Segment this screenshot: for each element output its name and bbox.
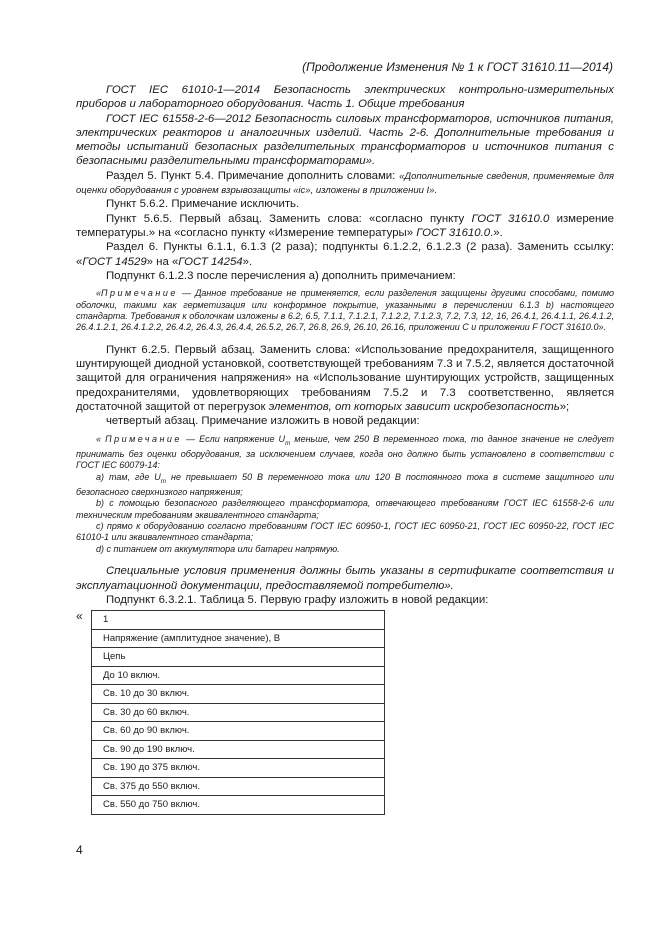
note-enclosure-quote: « [96,288,102,299]
para-6-2-5-text: Пункт 6.2.5. Первый абзац. Заменить слова: «Использование предохранителя, защищенного шунтирующей диодной установкой, соответствующей требованиям 7.3 и 7.5.2, является достаточной защитой для ограничения напряжения» на «Использование шунтирующих устройств, защищенных предохранителями, удовлетворяющих требованиям 7.5.2 и 7.3 соответственно, является достаточной защитой от перегрузок [76,343,614,413]
table-row [92,759,385,778]
para-6-3-2-1: Подпункт 6.3.2.1. Таблица 5. Первую графу изложить в новой редакции: [106,593,489,606]
reference-iec-61558: ГОСТ IEC 61558-2-6—2012 Безопасность силовых трансформаторов, источников питания, электрических реакторов и аналогичных изделий. Часть 2-6. Дополнительные требования и методы испытаний безопасных разделительных трансформаторов и источников питания с безопасными разделительными трансформаторами». [76,112,614,168]
page-content [76,83,614,607]
table-cell: Св. 90 до 190 включ. [92,740,385,759]
table-row [92,629,385,648]
table-cell: Св. 190 до 375 включ. [92,759,385,778]
para-fourth-paragraph: четвертый абзац. Примечание изложить в новой редакции: [106,415,420,428]
para-section-6-ref-b: ГОСТ 14254 [178,255,243,268]
para-6-2-5-end: »; [559,400,570,413]
para-5-4-intro: Раздел 5. Пункт 5.4. Примечание дополнить словами: [106,169,400,182]
table-cell: 1 [92,611,385,630]
para-5-6-5-part-a: Пункт 5.6.5. Первый абзац. Заменить слова: «согласно пункту [106,212,472,225]
reference-iec-61010: ГОСТ IEC 61010-1—2014 Безопасность электрических контрольно-измерительных приборов и лабораторного оборудования. Часть 1. Общие требования [76,84,614,111]
table-open-quote: « [76,609,83,623]
table-cell: Напряжение (амплитудное значение), В [92,629,385,648]
para-5-4 [76,169,614,198]
note-voltage-quote: « [96,433,102,444]
para-section-6-ref-a: ГОСТ 14529 [82,255,147,268]
table-cell: Св. 375 до 550 включ. [92,777,385,796]
note-voltage [76,434,614,472]
special-conditions: Специальные условия применения должны быть указаны в сертификате соответствия и эксплуатационной документации, предоставляемой потребителю». [76,565,614,592]
table-cell: Св. 550 до 750 включ. [92,796,385,815]
para-section-6 [76,240,614,269]
table-row [92,666,385,685]
note-item-d: d) с питанием от аккумулятора или батареи напрямую. [96,543,340,554]
para-5-6-5-ref-a: ГОСТ 31610.0 [471,212,550,225]
note-voltage-label: Примечание [105,433,182,444]
para-6-2-5-italic: элементов, от которых зависит искробезопасность [268,400,560,413]
note-voltage-text-1: — Если напряжение U [181,433,286,444]
table-cell: До 10 включ. [92,666,385,685]
table-cell: Св. 10 до 30 включ. [92,685,385,704]
table-row [92,740,385,759]
note-item-b: b) с помощью безопасного разделяющего трансформатора, отвечающего требованиям ГОСТ IEC 61558-2-6 или техническим требованиям эквивалентного стандарта; [76,498,614,520]
para-5-6-5 [76,212,614,241]
note-enclosure [76,288,614,334]
para-5-6-5-part-c: .». [490,226,503,239]
para-6-1-2-3: Подпункт 6.1.2.3 после перечисления а) дополнить примечанием: [106,269,456,282]
para-5-6-2: Пункт 5.6.2. Примечание исключить. [106,198,300,211]
para-section-6-part-b: » на « [146,255,179,268]
para-5-6-5-part-b: измерение температуры.» на «согласно пункту «Измерение температуры» [76,212,614,239]
table-row [92,703,385,722]
note-item-a [76,472,614,499]
note-item-a-text-2: не превышает 50 В переменного тока или 120 В постоянного тока в системе защитного или безопасного сверхнизкого напряжения; [76,471,614,497]
page-number: 4 [76,843,83,857]
note-item-a-text-1: а) там, где U [96,471,161,482]
note-voltage-subscript: m [285,439,291,447]
note-voltage-text-2: меньше, чем 250 В переменного тока, то данное значение не следует принимать без оценки оборудования, за исключением случаев, когда оно должно быть установлено в соответствии с ГОСТ IEC 60079-14: [76,433,614,471]
note-enclosure-label: Примечание [101,288,178,299]
para-section-6-part-a: Раздел 6. Пункты 6.1.1, 6.1.3 (2 раза); подпункты 6.1.2.2, 6.1.2.3 (2 раза). Заменить ссылку: « [76,241,614,268]
table-row [92,685,385,704]
page-header: (Продолжение Изменения № 1 к ГОСТ 31610.11—2014) [302,60,613,74]
note-item-a-subscript: m [160,477,167,485]
table-5-first-column [91,610,385,815]
table-row [92,611,385,630]
note-enclosure-text: — Данное требование не применяется, если разделения защищены другими способами, помимо оболочки, такими как герметизация или конформное покрытие, указанными в перечислении 6.1.3 b) настоящего стандарта. Требования к оболочкам изложены в 6.2, 6.5, 7.1.1, 7.1.2.1, 7.1.2.2, 7.1.2.3, 7.2, 7.3, 12, 16, 26.4.1, 26.4.1.1, 26.4.1.2, 26.4.1.2.1, 26.4.1.2.2, 26.4.2, 26.4.3, 26.4.4, 26.5.2, 26.7, 26.8, 26.9, 26.10, 26.16, приложении С и приложении F ГОСТ 31610.0». [76,288,614,333]
para-6-2-5 [76,343,614,414]
table-row [92,777,385,796]
table-row [92,796,385,815]
note-item-c: с) прямо к оборудованию согласно требованиям ГОСТ IEC 60950-1, ГОСТ IEC 60950-21, ГОСТ IEC 60950-22, ГОСТ IEC 61010-1 или эквивалентного стандарта; [76,521,614,543]
table-cell: Св. 30 до 60 включ. [92,703,385,722]
para-5-4-addition: «Дополнительные сведения, применяемые для оценки оборудования с уровнем взрывозащиты «ic», изложены в приложении I». [76,170,614,197]
table-row [92,648,385,667]
para-5-6-5-ref-b: ГОСТ 31610.0 [416,226,491,239]
para-section-6-part-c: ». [242,255,253,268]
table-cell: Св. 60 до 90 включ. [92,722,385,741]
table-row [92,722,385,741]
table-cell: Цепь [92,648,385,667]
